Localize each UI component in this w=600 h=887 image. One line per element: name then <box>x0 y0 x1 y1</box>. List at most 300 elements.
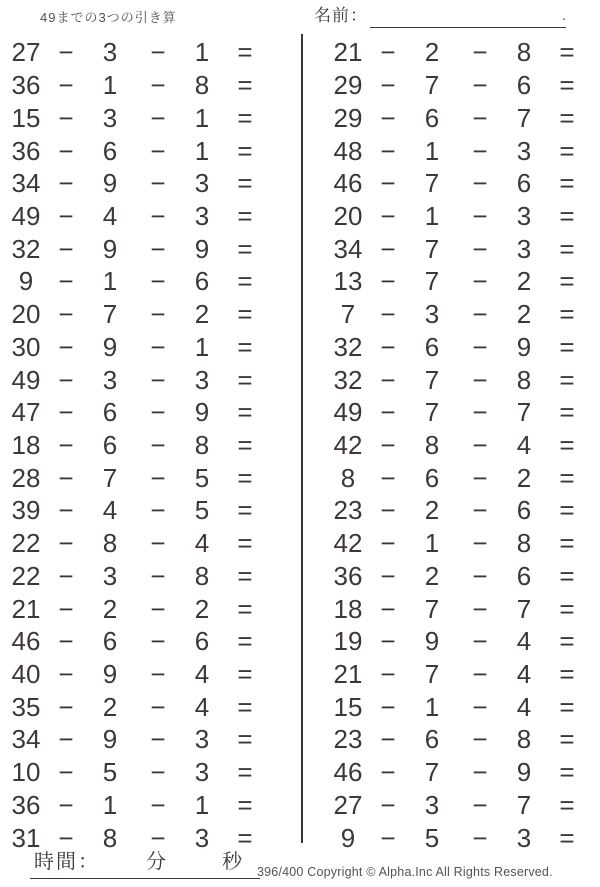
minus-icon: − <box>150 37 166 68</box>
operand-2: 9 <box>102 659 118 690</box>
minus-icon: − <box>150 70 166 101</box>
problem-row <box>326 789 588 822</box>
equals-sign: = <box>559 659 575 690</box>
minus-icon: − <box>58 135 74 166</box>
problem-row <box>4 36 266 69</box>
operand-2: 3 <box>102 37 118 68</box>
problems-column-right <box>326 36 588 854</box>
problem-row <box>4 298 266 331</box>
equals-sign: = <box>559 299 575 330</box>
problem-row <box>326 625 588 658</box>
operand-1: 34 <box>11 168 41 199</box>
minus-icon: − <box>150 757 166 788</box>
operand-1: 9 <box>18 266 34 297</box>
equals-sign: = <box>559 102 575 133</box>
minus-icon: − <box>150 233 166 264</box>
operand-1: 28 <box>11 462 41 493</box>
operand-3: 1 <box>194 135 210 166</box>
problem-row <box>4 756 266 789</box>
minus-icon: − <box>472 135 488 166</box>
operand-1: 22 <box>11 528 41 559</box>
operand-1: 18 <box>333 593 363 624</box>
equals-sign: = <box>559 462 575 493</box>
minus-icon: − <box>472 200 488 231</box>
operand-3: 2 <box>516 299 532 330</box>
minus-icon: − <box>472 822 488 853</box>
operand-2: 5 <box>102 757 118 788</box>
minutes-label: 分 <box>146 851 168 873</box>
operand-1: 19 <box>333 626 363 657</box>
minus-icon: − <box>380 462 396 493</box>
operand-1: 34 <box>11 724 41 755</box>
operand-2: 6 <box>424 462 440 493</box>
operand-3: 3 <box>194 364 210 395</box>
equals-sign: = <box>237 659 253 690</box>
operand-1: 22 <box>11 560 41 591</box>
operand-3: 4 <box>194 659 210 690</box>
minus-icon: − <box>150 462 166 493</box>
minus-icon: − <box>380 233 396 264</box>
problem-row <box>4 658 266 691</box>
problem-row <box>326 167 588 200</box>
operand-3: 7 <box>516 397 532 428</box>
operand-3: 7 <box>516 789 532 820</box>
name-blank-line <box>370 4 566 28</box>
minus-icon: − <box>58 37 74 68</box>
operand-3: 4 <box>516 691 532 722</box>
operand-2: 2 <box>102 691 118 722</box>
minus-icon: − <box>380 168 396 199</box>
equals-sign: = <box>237 168 253 199</box>
problem-row <box>326 36 588 69</box>
column-divider <box>301 34 303 843</box>
name-field <box>314 4 566 28</box>
operand-3: 1 <box>194 789 210 820</box>
operand-1: 10 <box>11 757 41 788</box>
minus-icon: − <box>380 528 396 559</box>
operand-3: 5 <box>194 495 210 526</box>
operand-3: 6 <box>516 495 532 526</box>
operand-1: 21 <box>333 37 363 68</box>
operand-1: 46 <box>333 757 363 788</box>
equals-sign: = <box>237 233 253 264</box>
equals-sign: = <box>559 331 575 362</box>
problem-row <box>326 690 588 723</box>
minus-icon: − <box>472 724 488 755</box>
minus-icon: − <box>380 757 396 788</box>
problem-row <box>326 232 588 265</box>
operand-2: 4 <box>102 200 118 231</box>
problem-row <box>4 330 266 363</box>
minus-icon: − <box>472 593 488 624</box>
problem-row <box>326 592 588 625</box>
minus-icon: − <box>150 659 166 690</box>
operand-2: 5 <box>424 822 440 853</box>
problem-row <box>4 625 266 658</box>
page-title: 49までの3つの引き算 <box>40 10 177 25</box>
problem-row <box>326 494 588 527</box>
problem-row <box>326 756 588 789</box>
minus-icon: − <box>472 331 488 362</box>
minus-icon: − <box>58 331 74 362</box>
problem-row <box>4 232 266 265</box>
minus-icon: − <box>58 266 74 297</box>
operand-3: 1 <box>194 331 210 362</box>
operand-2: 1 <box>424 528 440 559</box>
operand-2: 1 <box>102 789 118 820</box>
equals-sign: = <box>237 37 253 68</box>
equals-sign: = <box>559 757 575 788</box>
problem-row <box>4 69 266 102</box>
equals-sign: = <box>559 626 575 657</box>
operand-3: 6 <box>194 266 210 297</box>
minus-icon: − <box>472 233 488 264</box>
operand-3: 2 <box>194 593 210 624</box>
minus-icon: − <box>58 822 74 853</box>
problem-row <box>4 789 266 822</box>
operand-3: 9 <box>194 233 210 264</box>
operand-2: 1 <box>424 200 440 231</box>
equals-sign: = <box>237 789 253 820</box>
problem-row <box>4 494 266 527</box>
minus-icon: − <box>58 593 74 624</box>
operand-2: 7 <box>102 462 118 493</box>
operand-3: 3 <box>516 822 532 853</box>
operand-1: 34 <box>333 233 363 264</box>
problem-row <box>326 134 588 167</box>
minus-icon: − <box>150 200 166 231</box>
problem-row <box>4 396 266 429</box>
minus-icon: − <box>472 429 488 460</box>
operand-2: 2 <box>424 560 440 591</box>
operand-2: 2 <box>102 593 118 624</box>
minus-icon: − <box>150 135 166 166</box>
operand-2: 9 <box>102 724 118 755</box>
minus-icon: − <box>150 397 166 428</box>
problem-row <box>4 560 266 593</box>
operand-3: 3 <box>516 233 532 264</box>
operand-1: 32 <box>333 331 363 362</box>
operand-3: 3 <box>516 200 532 231</box>
equals-sign: = <box>559 135 575 166</box>
minus-icon: − <box>58 168 74 199</box>
problem-row <box>326 200 588 233</box>
equals-sign: = <box>237 560 253 591</box>
equals-sign: = <box>237 495 253 526</box>
operand-1: 23 <box>333 495 363 526</box>
operand-1: 49 <box>11 364 41 395</box>
minus-icon: − <box>58 299 74 330</box>
operand-1: 20 <box>11 299 41 330</box>
minus-icon: − <box>150 495 166 526</box>
minus-icon: − <box>58 495 74 526</box>
minus-icon: − <box>472 789 488 820</box>
minus-icon: − <box>150 299 166 330</box>
time-label: 時間： <box>34 851 100 873</box>
minus-icon: − <box>58 528 74 559</box>
minus-icon: − <box>380 200 396 231</box>
equals-sign: = <box>559 364 575 395</box>
minus-icon: − <box>150 789 166 820</box>
minus-icon: − <box>472 37 488 68</box>
problem-row <box>4 265 266 298</box>
operand-2: 7 <box>424 266 440 297</box>
operand-1: 27 <box>11 37 41 68</box>
operand-2: 7 <box>424 168 440 199</box>
operand-1: 29 <box>333 70 363 101</box>
operand-3: 6 <box>516 70 532 101</box>
minus-icon: − <box>150 168 166 199</box>
operand-2: 3 <box>102 560 118 591</box>
minus-icon: − <box>472 691 488 722</box>
problem-row <box>4 167 266 200</box>
operand-3: 2 <box>516 462 532 493</box>
operand-3: 4 <box>194 691 210 722</box>
equals-sign: = <box>559 200 575 231</box>
minus-icon: − <box>150 626 166 657</box>
equals-sign: = <box>559 593 575 624</box>
minus-icon: − <box>58 691 74 722</box>
operand-1: 46 <box>11 626 41 657</box>
minus-icon: − <box>380 593 396 624</box>
minus-icon: − <box>472 560 488 591</box>
operand-2: 7 <box>424 659 440 690</box>
equals-sign: = <box>237 724 253 755</box>
operand-2: 2 <box>424 495 440 526</box>
minus-icon: − <box>150 822 166 853</box>
minus-icon: − <box>58 102 74 133</box>
equals-sign: = <box>237 102 253 133</box>
operand-2: 6 <box>102 626 118 657</box>
equals-sign: = <box>559 37 575 68</box>
minus-icon: − <box>58 200 74 231</box>
minus-icon: − <box>472 102 488 133</box>
operand-1: 13 <box>333 266 363 297</box>
operand-2: 6 <box>102 135 118 166</box>
equals-sign: = <box>237 626 253 657</box>
problem-row <box>326 330 588 363</box>
operand-1: 27 <box>333 789 363 820</box>
equals-sign: = <box>237 822 253 853</box>
minus-icon: − <box>380 37 396 68</box>
operand-3: 4 <box>516 659 532 690</box>
operand-2: 2 <box>424 37 440 68</box>
operand-1: 36 <box>11 70 41 101</box>
minus-icon: − <box>58 789 74 820</box>
operand-3: 8 <box>194 70 210 101</box>
operand-1: 49 <box>333 397 363 428</box>
equals-sign: = <box>237 593 253 624</box>
equals-sign: = <box>237 135 253 166</box>
minus-icon: − <box>472 462 488 493</box>
operand-2: 3 <box>102 364 118 395</box>
operand-1: 20 <box>333 200 363 231</box>
minus-icon: − <box>380 789 396 820</box>
minus-icon: − <box>472 299 488 330</box>
operand-3: 5 <box>194 462 210 493</box>
operand-3: 3 <box>194 724 210 755</box>
equals-sign: = <box>559 70 575 101</box>
equals-sign: = <box>559 724 575 755</box>
problem-row <box>4 527 266 560</box>
operand-1: 32 <box>333 364 363 395</box>
operand-3: 8 <box>194 429 210 460</box>
minus-icon: − <box>150 724 166 755</box>
minus-icon: − <box>380 266 396 297</box>
equals-sign: = <box>559 691 575 722</box>
problem-row <box>326 265 588 298</box>
operand-3: 2 <box>516 266 532 297</box>
minus-icon: − <box>58 397 74 428</box>
problem-row <box>4 429 266 462</box>
operand-1: 32 <box>11 233 41 264</box>
minus-icon: − <box>380 70 396 101</box>
operand-1: 30 <box>11 331 41 362</box>
problem-row <box>326 69 588 102</box>
operand-1: 18 <box>11 429 41 460</box>
minus-icon: − <box>380 299 396 330</box>
minus-icon: − <box>150 429 166 460</box>
minus-icon: − <box>380 691 396 722</box>
problem-row <box>4 134 266 167</box>
minus-icon: − <box>150 593 166 624</box>
problem-row <box>4 200 266 233</box>
operand-2: 7 <box>102 299 118 330</box>
operand-1: 21 <box>333 659 363 690</box>
equals-sign: = <box>559 266 575 297</box>
operand-2: 9 <box>424 626 440 657</box>
minus-icon: − <box>380 397 396 428</box>
equals-sign: = <box>559 233 575 264</box>
minus-icon: − <box>472 495 488 526</box>
operand-2: 7 <box>424 70 440 101</box>
equals-sign: = <box>237 299 253 330</box>
minus-icon: − <box>150 528 166 559</box>
minus-icon: − <box>58 70 74 101</box>
minus-icon: − <box>150 691 166 722</box>
minus-icon: − <box>472 659 488 690</box>
operand-1: 31 <box>11 822 41 853</box>
operand-3: 8 <box>516 37 532 68</box>
equals-sign: = <box>559 495 575 526</box>
operand-1: 36 <box>11 135 41 166</box>
operand-2: 4 <box>102 495 118 526</box>
operand-1: 7 <box>340 299 356 330</box>
operand-3: 2 <box>194 299 210 330</box>
problem-row <box>4 723 266 756</box>
operand-3: 3 <box>194 822 210 853</box>
operand-3: 4 <box>516 429 532 460</box>
operand-2: 3 <box>102 102 118 133</box>
minus-icon: − <box>380 135 396 166</box>
operand-3: 9 <box>516 757 532 788</box>
problem-row <box>326 429 588 462</box>
minus-icon: − <box>380 560 396 591</box>
operand-2: 6 <box>102 397 118 428</box>
operand-3: 3 <box>516 135 532 166</box>
minus-icon: − <box>380 364 396 395</box>
equals-sign: = <box>559 168 575 199</box>
problem-row <box>326 560 588 593</box>
operand-1: 47 <box>11 397 41 428</box>
operand-1: 9 <box>340 822 356 853</box>
operand-2: 9 <box>102 168 118 199</box>
operand-2: 1 <box>424 691 440 722</box>
operand-2: 1 <box>424 135 440 166</box>
problem-row <box>326 298 588 331</box>
minus-icon: − <box>380 626 396 657</box>
operand-1: 15 <box>11 102 41 133</box>
minus-icon: − <box>150 364 166 395</box>
minus-icon: − <box>472 364 488 395</box>
equals-sign: = <box>559 789 575 820</box>
operand-2: 6 <box>424 331 440 362</box>
operand-2: 7 <box>424 593 440 624</box>
operand-3: 8 <box>516 528 532 559</box>
equals-sign: = <box>237 528 253 559</box>
operand-2: 6 <box>424 724 440 755</box>
problem-row <box>326 527 588 560</box>
problem-row <box>326 461 588 494</box>
operand-2: 7 <box>424 757 440 788</box>
minus-icon: − <box>472 168 488 199</box>
operand-3: 6 <box>516 168 532 199</box>
minus-icon: − <box>472 626 488 657</box>
minus-icon: − <box>380 822 396 853</box>
operand-3: 3 <box>194 200 210 231</box>
equals-sign: = <box>559 429 575 460</box>
minus-icon: − <box>380 495 396 526</box>
problems-column-left <box>4 36 266 854</box>
operand-1: 36 <box>11 789 41 820</box>
operand-1: 29 <box>333 102 363 133</box>
time-field <box>30 845 260 879</box>
minus-icon: − <box>58 429 74 460</box>
equals-sign: = <box>559 560 575 591</box>
problem-row <box>326 363 588 396</box>
minus-icon: − <box>58 560 74 591</box>
minus-icon: − <box>150 560 166 591</box>
minus-icon: − <box>58 626 74 657</box>
equals-sign: = <box>559 822 575 853</box>
equals-sign: = <box>237 70 253 101</box>
equals-sign: = <box>237 691 253 722</box>
minus-icon: − <box>380 102 396 133</box>
operand-2: 6 <box>424 102 440 133</box>
operand-1: 21 <box>11 593 41 624</box>
operand-3: 6 <box>194 626 210 657</box>
copyright-footer: 396/400 Copyright © Alpha.Inc All Rights Reserved. <box>257 865 553 879</box>
operand-3: 4 <box>516 626 532 657</box>
operand-1: 48 <box>333 135 363 166</box>
equals-sign: = <box>237 429 253 460</box>
operand-2: 9 <box>102 331 118 362</box>
operand-2: 8 <box>424 429 440 460</box>
equals-sign: = <box>559 528 575 559</box>
operand-1: 8 <box>340 462 356 493</box>
operand-2: 3 <box>424 789 440 820</box>
operand-1: 42 <box>333 429 363 460</box>
equals-sign: = <box>237 331 253 362</box>
problem-row <box>4 461 266 494</box>
operand-1: 35 <box>11 691 41 722</box>
operand-3: 6 <box>516 560 532 591</box>
minus-icon: − <box>472 757 488 788</box>
operand-2: 8 <box>102 528 118 559</box>
operand-1: 49 <box>11 200 41 231</box>
minus-icon: − <box>472 266 488 297</box>
minus-icon: − <box>58 462 74 493</box>
